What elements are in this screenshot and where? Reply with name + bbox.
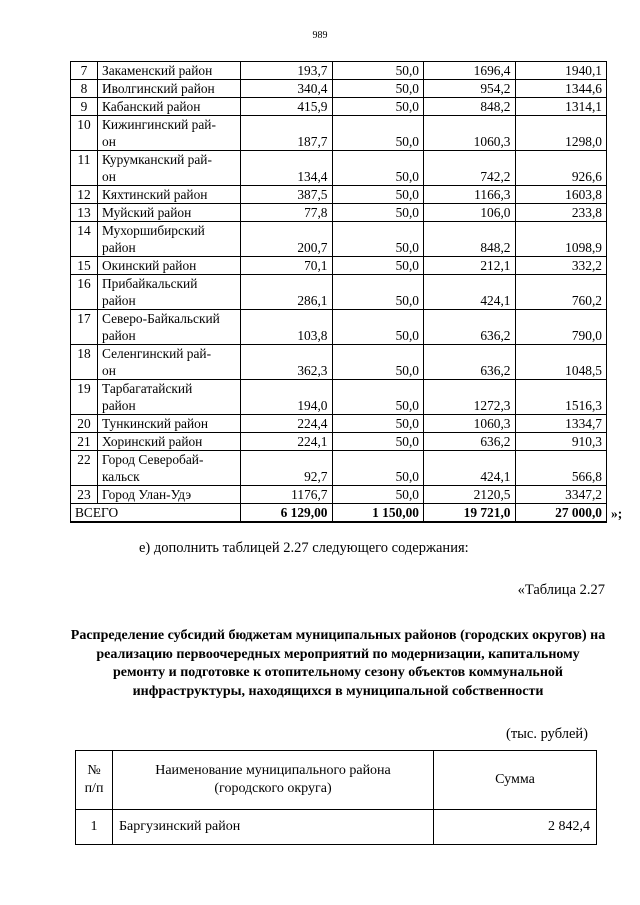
value-col-1: 134,4: [241, 151, 333, 186]
value-col-2: 50,0: [332, 222, 424, 257]
row-number: 16: [71, 275, 98, 310]
header-number: № п/п: [76, 751, 113, 810]
value-col-4: 790,0: [515, 310, 607, 345]
district-name: Тункинский район: [98, 415, 241, 433]
value-col-2: 50,0: [332, 80, 424, 98]
value-col-4: 926,6: [515, 151, 607, 186]
table-reference: «Таблица 2.27: [517, 582, 605, 598]
value-col-1: 103,8: [241, 310, 333, 345]
value-col-1: 77,8: [241, 204, 333, 222]
district-name: Муйский район: [98, 204, 241, 222]
row-number: 9: [71, 98, 98, 116]
district-name: Окинский район: [98, 257, 241, 275]
closing-quote-mark: »;: [611, 506, 623, 521]
value-col-2: 50,0: [332, 116, 424, 151]
value-col-3: 848,2: [424, 98, 516, 116]
row-number: 8: [71, 80, 98, 98]
table-row: [71, 257, 607, 275]
value-col-3: 1060,3: [424, 415, 516, 433]
total-col-2: 1 150,00: [332, 504, 424, 523]
district-name: Кяхтинский район: [98, 186, 241, 204]
subsidy-table-2-27: [75, 750, 597, 845]
table-row: [71, 116, 607, 151]
value-col-4: 1603,8: [515, 186, 607, 204]
value-col-3: 1696,4: [424, 62, 516, 80]
row-number: 12: [71, 186, 98, 204]
district-name: Курумканский рай- он: [98, 151, 241, 186]
row-number: 23: [71, 486, 98, 504]
district-name: Закаменский район: [98, 62, 241, 80]
value-col-4: 566,8: [515, 451, 607, 486]
value-col-3: 636,2: [424, 345, 516, 380]
table-row: [71, 380, 607, 415]
table-row: [71, 186, 607, 204]
row-number: 1: [76, 810, 113, 845]
value-col-4: 1048,5: [515, 345, 607, 380]
value-col-1: 70,1: [241, 257, 333, 275]
table-row: [71, 62, 607, 80]
total-col-3: 19 721,0: [424, 504, 516, 523]
value-col-4: 1314,1: [515, 98, 607, 116]
value-col-2: 50,0: [332, 151, 424, 186]
table-row: [71, 345, 607, 380]
district-name: Тарбагатайский район: [98, 380, 241, 415]
value-col-1: 415,9: [241, 98, 333, 116]
district-name: Кабанский район: [98, 98, 241, 116]
value-col-4: 1516,3: [515, 380, 607, 415]
value-col-3: 2120,5: [424, 486, 516, 504]
row-number: 20: [71, 415, 98, 433]
value-col-2: 50,0: [332, 186, 424, 204]
value-col-1: 187,7: [241, 116, 333, 151]
row-number: 17: [71, 310, 98, 345]
value-col-2: 50,0: [332, 310, 424, 345]
page-number: 989: [312, 30, 328, 41]
unit-note: (тыс. рублей): [506, 726, 588, 742]
table-row: [71, 275, 607, 310]
value-col-1: 200,7: [241, 222, 333, 257]
row-number: 22: [71, 451, 98, 486]
value-col-4: 1298,0: [515, 116, 607, 151]
district-name: Мухоршибирский район: [98, 222, 241, 257]
table-row: [71, 415, 607, 433]
value-col-3: 742,2: [424, 151, 516, 186]
value-col-3: 1272,3: [424, 380, 516, 415]
row-number: 10: [71, 116, 98, 151]
value-col-3: 1060,3: [424, 116, 516, 151]
subsidy-table-continued: [70, 61, 607, 523]
value-col-1: 362,3: [241, 345, 333, 380]
row-number: 14: [71, 222, 98, 257]
value-col-4: 332,2: [515, 257, 607, 275]
row-number: 21: [71, 433, 98, 451]
district-name: Кижингинский рай- он: [98, 116, 241, 151]
row-number: 15: [71, 257, 98, 275]
district-name: Северо-Байкальский район: [98, 310, 241, 345]
value-col-4: 1334,7: [515, 415, 607, 433]
value-col-2: 50,0: [332, 98, 424, 116]
row-number: 7: [71, 62, 98, 80]
value-col-4: 3347,2: [515, 486, 607, 504]
header-district-name: Наименование муниципального района (городского округа): [113, 751, 434, 810]
table-row: [76, 810, 597, 845]
value-col-1: 193,7: [241, 62, 333, 80]
amendment-paragraph: е) дополнить таблицей 2.27 следующего содержания:: [139, 540, 469, 556]
value-col-1: 387,5: [241, 186, 333, 204]
value-col-2: 50,0: [332, 380, 424, 415]
table-row: [71, 451, 607, 486]
value-col-4: 910,3: [515, 433, 607, 451]
value-col-3: 954,2: [424, 80, 516, 98]
value-col-1: 286,1: [241, 275, 333, 310]
table-row: [71, 433, 607, 451]
value-col-3: 636,2: [424, 433, 516, 451]
total-row: [71, 504, 607, 523]
table-header-row: [76, 751, 597, 810]
district-name: Иволгинский район: [98, 80, 241, 98]
value-col-2: 50,0: [332, 415, 424, 433]
row-number: 13: [71, 204, 98, 222]
value-col-2: 50,0: [332, 486, 424, 504]
value-col-1: 1176,7: [241, 486, 333, 504]
value-col-4: 760,2: [515, 275, 607, 310]
district-name: Прибайкальский район: [98, 275, 241, 310]
value-col-3: 424,1: [424, 451, 516, 486]
district-name: Баргузинский район: [113, 810, 434, 845]
value-col-4: 1344,6: [515, 80, 607, 98]
value-col-2: 50,0: [332, 433, 424, 451]
header-sum: Сумма: [434, 751, 597, 810]
value-col-2: 50,0: [332, 62, 424, 80]
value-col-1: 194,0: [241, 380, 333, 415]
row-number: 18: [71, 345, 98, 380]
total-col-1: 6 129,00: [241, 504, 333, 523]
district-name: Город Северобай- кальск: [98, 451, 241, 486]
row-number: 19: [71, 380, 98, 415]
total-label: ВСЕГО: [71, 504, 241, 523]
total-col-4: 27 000,0: [515, 504, 607, 523]
value-col-3: 848,2: [424, 222, 516, 257]
district-name: Селенгинский рай- он: [98, 345, 241, 380]
value-col-4: 1940,1: [515, 62, 607, 80]
value-col-3: 1166,3: [424, 186, 516, 204]
value-col-2: 50,0: [332, 275, 424, 310]
value-col-3: 106,0: [424, 204, 516, 222]
sum-value: 2 842,4: [434, 810, 597, 845]
district-name: Город Улан-Удэ: [98, 486, 241, 504]
value-col-4: 233,8: [515, 204, 607, 222]
value-col-1: 92,7: [241, 451, 333, 486]
table-row: [71, 98, 607, 116]
value-col-3: 636,2: [424, 310, 516, 345]
value-col-2: 50,0: [332, 345, 424, 380]
table-row: [71, 80, 607, 98]
table-heading: Распределение субсидий бюджетам муниципальных районов (городских округов) на реализацию первоочередных мероприятий по модернизации, капитальному ремонту и подготовке к отопительному сезону объектов коммунальной инфраструктуры, находящихся в муниципальной собственности: [70, 628, 606, 699]
value-col-1: 224,4: [241, 415, 333, 433]
row-number: 11: [71, 151, 98, 186]
value-col-1: 340,4: [241, 80, 333, 98]
value-col-1: 224,1: [241, 433, 333, 451]
table-row: [71, 151, 607, 186]
value-col-2: 50,0: [332, 451, 424, 486]
value-col-2: 50,0: [332, 204, 424, 222]
table-row: [71, 486, 607, 504]
table-row: [71, 222, 607, 257]
value-col-2: 50,0: [332, 257, 424, 275]
value-col-3: 212,1: [424, 257, 516, 275]
district-name: Хоринский район: [98, 433, 241, 451]
value-col-3: 424,1: [424, 275, 516, 310]
value-col-4: 1098,9: [515, 222, 607, 257]
table-row: [71, 204, 607, 222]
table-row: [71, 310, 607, 345]
